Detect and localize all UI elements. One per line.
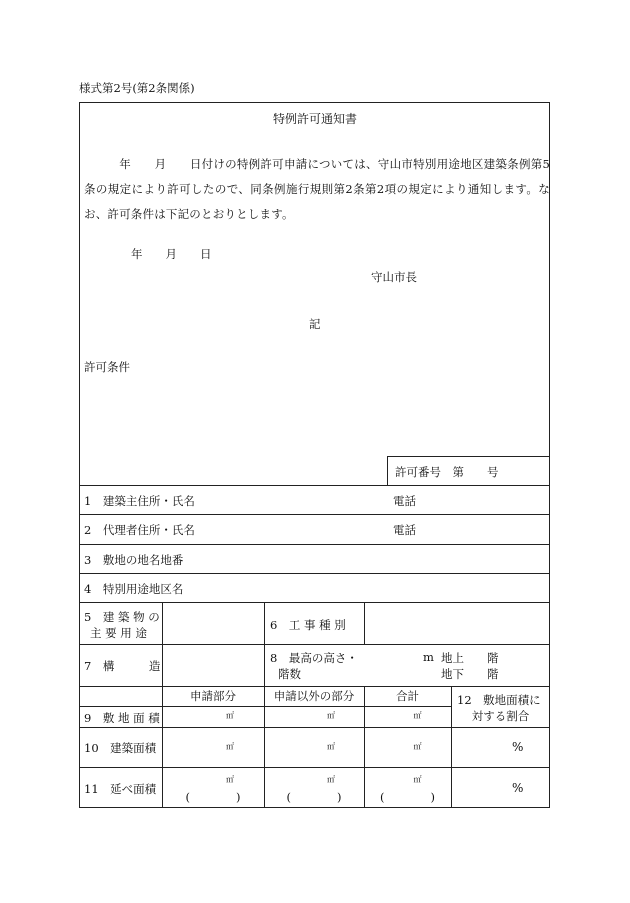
table-rule-4 [79,573,550,574]
table-vrule-d [451,686,452,808]
permit-number: 許可番号 第 号 [395,465,499,479]
col-header-applied: 申請部分 [190,689,236,703]
row10-unit-applied: ㎡ [226,742,234,751]
table-rule-2 [79,514,550,515]
row10-unit-total: ㎡ [413,742,422,751]
row8-label-line2: 階数 [278,667,301,681]
row8-above-ground: 地上 階 [441,651,499,665]
row3-label: 3 敷地の地名地番 [84,553,184,567]
row5-label-line2: 主 要 用 途 [90,626,147,640]
table-rule-1 [79,485,550,486]
row8-below-ground: 地下 階 [441,667,499,681]
permit-number-left-rule [387,456,388,485]
issuer-name: 守山市長 [371,270,417,284]
row11-paren-total: ( ) [380,790,435,804]
table-rule-6 [79,644,550,645]
ratio-header-line1: 12 敷地面積に [457,693,541,707]
row11-unit-applied: ㎡ [226,775,234,784]
row1-label: 1 建築主住所・氏名 [84,494,195,508]
row2-phone-label: 電話 [393,523,416,537]
row11-unit-total: ㎡ [413,775,422,784]
row10-unit-other: ㎡ [327,742,335,751]
ratio-header-line2: 対する割合 [471,709,530,723]
row5-label-line1: 5 建 築 物 の [84,610,160,624]
row11-unit-other: ㎡ [327,775,335,784]
row11-paren-other: ( ) [286,790,342,804]
row4-label: 4 特別用途地区名 [84,582,184,596]
row8-label-line1: 8 最高の高さ・ [270,651,358,665]
row9-unit-other: ㎡ [327,711,335,720]
col-header-other: 申請以外の部分 [273,689,355,703]
form-heading: 様式第2号(第2条関係) [79,81,195,95]
row1-phone-label: 電話 [393,494,416,508]
row7-label: 7 構 造 [84,659,161,673]
table-vrule-c-top [364,602,365,644]
table-rule-7 [79,686,550,687]
conditions-label: 許可条件 [84,360,130,374]
row9-unit-applied: ㎡ [226,711,234,720]
permit-number-top-rule [387,456,550,457]
row11-paren-applied: ( ) [185,790,241,804]
row9-unit-total: ㎡ [413,711,422,720]
table-rule-3 [79,544,550,545]
table-rule-10 [79,767,550,768]
table-rule-8 [79,706,451,707]
notice-paragraph: 年 月 日付けの特例許可申請については、守山市特別用途地区建築条例第5条の規定により許可したので、同条例施行規則第2条第2項の規定により通知します。なお、許可条件は下記のとおりとします。 [84,157,550,221]
row2-label: 2 代理者住所・氏名 [84,523,195,537]
col-header-total: 合計 [396,689,419,703]
row6-label: 6 工 事 種 別 [270,618,346,632]
row10-label: 10 建築面積 [84,741,157,755]
row9-label: 9 敷 地 面 積 [84,711,160,725]
notice-title: 特例許可通知書 [272,112,357,126]
ki-marker: 記 [309,317,321,331]
row11-percent: % [512,781,524,795]
row10-percent: % [512,740,524,754]
row11-label: 11 延べ面積 [84,782,157,796]
table-rule-9 [79,727,550,728]
table-rule-5 [79,602,550,603]
notice-date: 年 月 日 [131,247,212,261]
row8-meter-unit: m [423,650,434,664]
